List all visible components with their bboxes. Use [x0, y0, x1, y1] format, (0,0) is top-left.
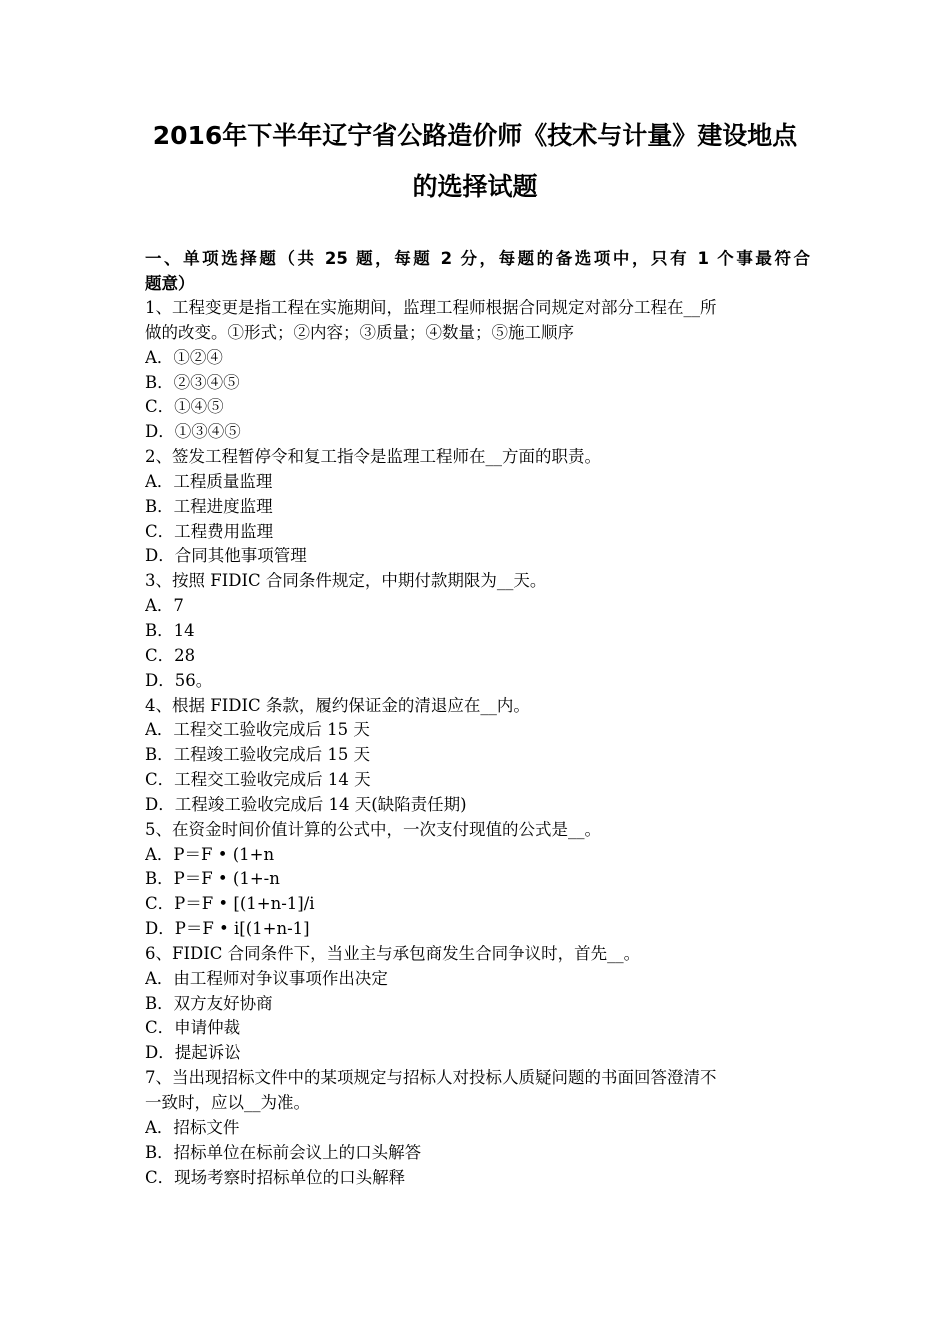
- text-line: 2、签发工程暂停令和复工指令是监理工程师在__方面的职责。: [145, 447, 601, 467]
- question-body: [145, 296, 810, 1190]
- text-line: 1、工程变更是指工程在实施期间，监理工程师根据合同规定对部分工程在__所: [145, 298, 717, 317]
- answer-option: C．工程费用监理: [145, 521, 274, 541]
- answer-option: A．由工程师对争议事项作出决定: [145, 968, 388, 988]
- text-line: 6、FIDIC 合同条件下，当业主与承包商发生合同争议时，首先__。: [145, 943, 641, 963]
- answer-option: B．工程竣工验收完成后 15 天: [145, 745, 371, 765]
- answer-option: C．P＝F • [(1+n-1]/i: [145, 894, 315, 914]
- answer-option: A．7: [145, 596, 184, 616]
- answer-option: C．工程交工验收完成后 14 天: [145, 770, 371, 790]
- section-heading-line-2: 题意）: [145, 274, 195, 293]
- answer-option: B．14: [145, 620, 195, 640]
- answer-option: D．56。: [145, 670, 213, 690]
- text-line: 一致时，应以__为准。: [145, 1093, 310, 1112]
- answer-option: A．P＝F • (1+n: [145, 844, 275, 864]
- section-heading: [145, 246, 810, 296]
- answer-option: D．合同其他事项管理: [145, 546, 307, 566]
- answer-option: D．①③④⑤: [145, 422, 241, 442]
- answer-option: B．招标单位在标前会议上的口头解答: [145, 1142, 422, 1162]
- answer-option: B．双方友好协商: [145, 993, 273, 1013]
- text-line: 7、当出现招标文件中的某项规定与招标人对投标人质疑问题的书面回答澄清不: [145, 1068, 717, 1088]
- answer-option: C．28: [145, 645, 196, 665]
- text-line: 5、在资金时间价值计算的公式中，一次支付现值的公式是__。: [145, 819, 601, 839]
- section-heading-line-1: 一、单项选择题（共 25 题，每题 2 分，每题的备选项中，只有 1 个事最符合: [145, 249, 810, 268]
- answer-option: D．工程竣工验收完成后 14 天(缺陷责任期): [145, 794, 467, 814]
- answer-option: A．①②④: [145, 347, 223, 367]
- answer-option: C．①④⑤: [145, 397, 224, 417]
- answer-option: B．工程进度监理: [145, 496, 273, 516]
- answer-option: C．申请仲裁: [145, 1018, 241, 1038]
- document-title-line-2: 的选择试题: [412, 172, 538, 201]
- answer-option: A．招标文件: [145, 1117, 240, 1137]
- text-line: 3、按照 FIDIC 合同条件规定，中期付款期限为__天。: [145, 571, 547, 591]
- answer-option: C．现场考察时招标单位的口头解释: [145, 1167, 406, 1187]
- answer-option: A．工程交工验收完成后 15 天: [145, 720, 370, 740]
- answer-option: B．P＝F • (1+-n: [145, 869, 280, 889]
- answer-option: D．P＝F • i[(1+n-1]: [145, 919, 310, 939]
- text-line: 4、根据 FIDIC 条款，履约保证金的清退应在__内。: [145, 695, 530, 715]
- answer-option: B．②③④⑤: [145, 372, 240, 392]
- document-title-line-1: 2016年下半年辽宁省公路造价师《技术与计量》建设地点: [152, 121, 798, 150]
- answer-option: D．提起诉讼: [145, 1043, 241, 1063]
- text-line: 做的改变。①形式；②内容；③质量；④数量；⑤施工顺序: [145, 322, 574, 342]
- answer-option: A．工程质量监理: [145, 471, 273, 491]
